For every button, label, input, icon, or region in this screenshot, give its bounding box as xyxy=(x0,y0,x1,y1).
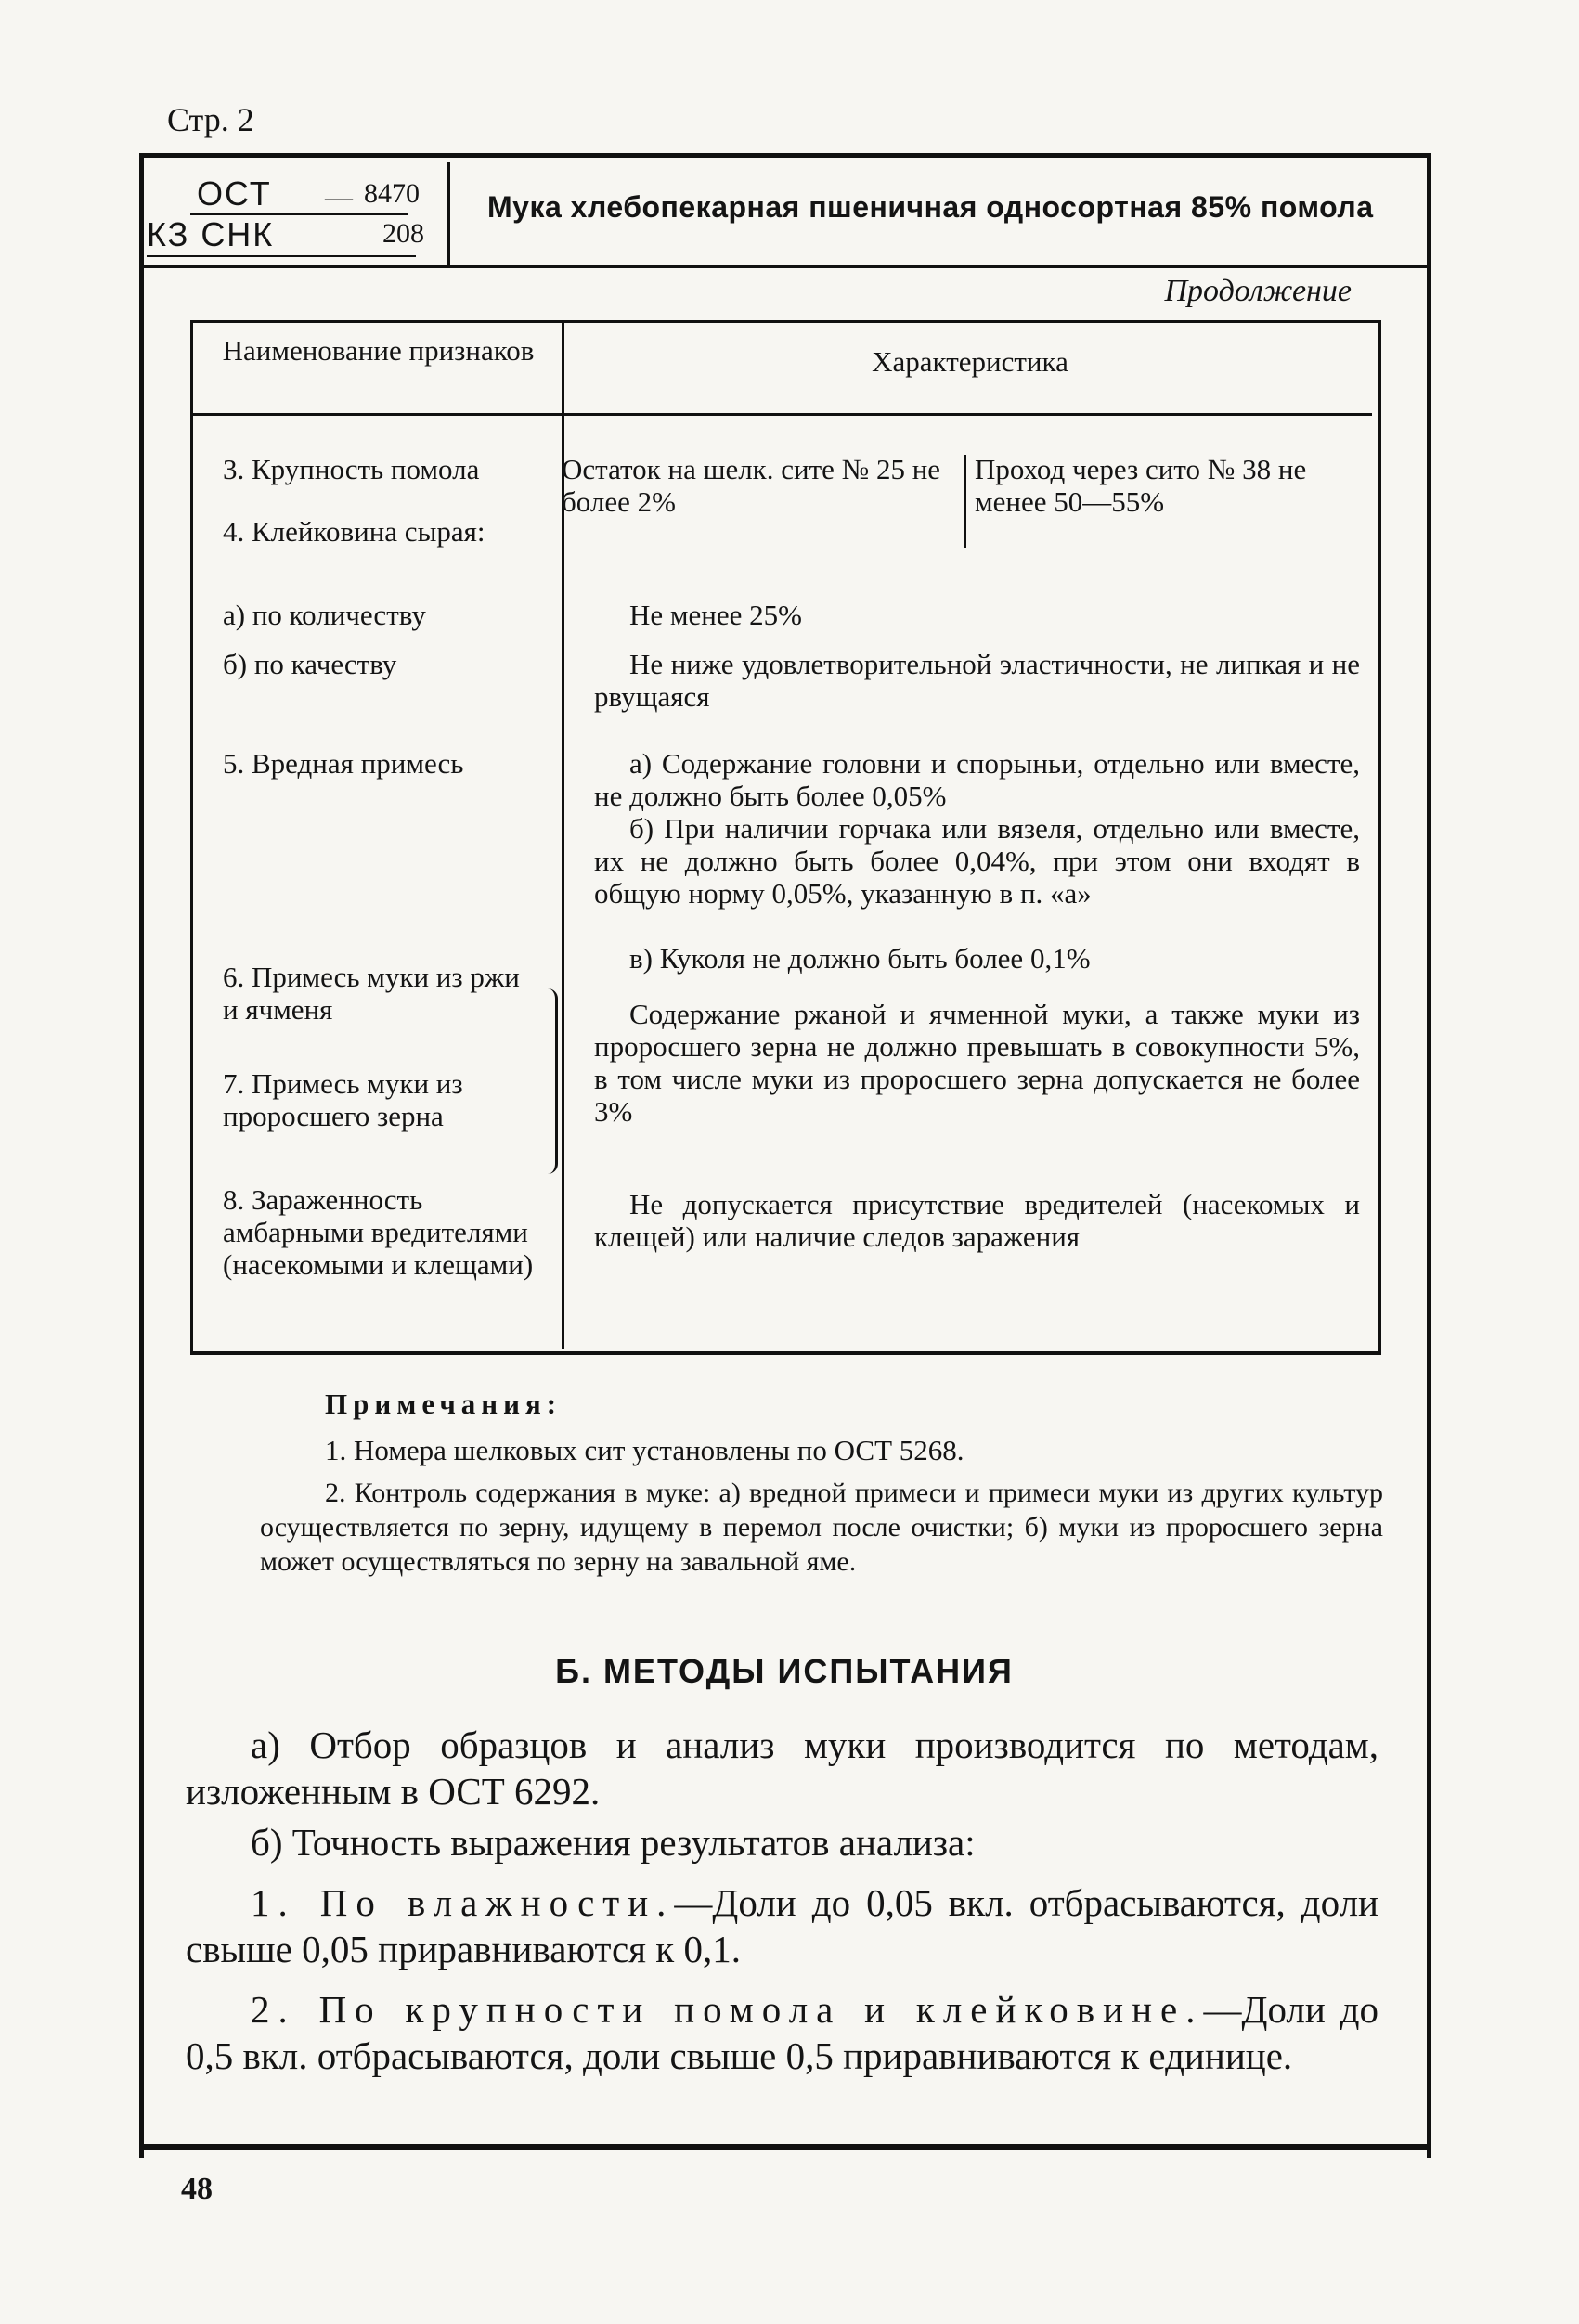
note-1: 1. Номера шелковых сит установлены по ОСТ 5268. xyxy=(325,1434,964,1466)
method-paragraph-1 xyxy=(186,1879,1378,1972)
method-paragraph-2 xyxy=(186,1986,1378,2079)
notes-title: Примечания: xyxy=(325,1388,563,1420)
row-name-harmful: 5. Вредная примесь xyxy=(223,747,464,780)
row-name-sprouted: 7. Примесь муки из проросшего зерна xyxy=(223,1067,463,1132)
header-underline xyxy=(147,255,416,257)
row-name-pests: 8. Зараженность амбарными вредителями (насекомыми и клещами) xyxy=(223,1183,534,1281)
row-name-gluten-quality: б) по качеству xyxy=(223,648,397,680)
method-1-text: —Доли до 0,05 вкл. отбрасываются, доли свыше 0,05 приравниваются к 0,1. xyxy=(186,1881,1378,1970)
row-brace xyxy=(548,988,558,1174)
method-paragraph-b: б) Точность выражения результатов анализа: xyxy=(251,1821,976,1864)
grind-residue: Остаток на шелк. сите № 25 не более 2% xyxy=(562,453,941,518)
header-rule xyxy=(139,265,1427,268)
table-header-characteristic: Характеристика xyxy=(872,345,1068,378)
header-ost: ОСТ xyxy=(197,174,272,213)
row-name-rye: 6. Примесь муки из ржи и ячменя xyxy=(223,961,520,1026)
table-header-name: Наименование признаков xyxy=(222,334,535,367)
value-pests: Не допускается присутствие вредителей (насекомых и клещей) или наличие следов заражения xyxy=(594,1188,1360,1253)
row-name-gluten: 4. Клейковина сырая: xyxy=(223,515,485,548)
section-title: Б. МЕТОДЫ ИСПЫТАНИЯ xyxy=(555,1652,1014,1690)
method-2-heading: 2. По крупности помола и клейковине. xyxy=(251,1988,1204,2031)
header-divider xyxy=(447,162,450,266)
value-harmful-b: б) При наличии горчака или вязеля, отдельно или вместе, их не должно быть более 0,04%, при этом они входят в общую норму 0,05%, указанную в п. «а» xyxy=(594,812,1360,910)
header-ksnk-number: 208 xyxy=(382,218,424,249)
value-harmful-c: в) Куколя не должно быть более 0,1% xyxy=(629,942,1091,975)
page-label: Стр. 2 xyxy=(167,101,254,138)
frame-bottom-rule xyxy=(139,2144,1431,2150)
header-title: Мука хлебопекарная пшеничная односортная 85% помола xyxy=(487,190,1374,224)
row-name-grind: 3. Крупность помола xyxy=(223,453,480,485)
method-paragraph-a: а) Отбор образцов и анализ муки производится по методам, изложенным в ОСТ 6292. xyxy=(186,1724,1378,1813)
value-harmful-a: а) Содержание головни и спорыньи, отдельно или вместе, не должно быть более 0,05% xyxy=(594,747,1360,812)
grind-pass: Проход через сито № 38 не менее 50—55% xyxy=(975,453,1307,518)
method-2-text: —Доли до 0,5 вкл. отбрасываются, доли свыше 0,5 приравниваются к единице. xyxy=(186,1988,1378,2077)
header-ost-number: 8470 xyxy=(364,178,420,209)
page-number: 48 xyxy=(181,2172,213,2206)
table-header-rule xyxy=(193,413,1372,416)
value-admixture: Содержание ржаной и ячменной муки, а также муки из проросшего зерна не должно превышать в совокупности 5%, в том числе муки из проросшего зерна допускается не более 3% xyxy=(594,998,1360,1128)
value-gluten-qty: Не менее 25% xyxy=(629,599,802,631)
continued-label: Продолжение xyxy=(1164,274,1352,308)
header-dash: — xyxy=(325,182,353,213)
note-2: 2. Контроль содержания в муке: а) вредной примеси и примеси муки из других культур осуществляется по зерну, идущему в перемол после очистки; б) муки из проросшего зерна может осуществляться по зерну на завальной яме. xyxy=(260,1478,1383,1577)
method-1-heading: 1. По влажности. xyxy=(251,1881,675,1924)
value-gluten-quality: Не ниже удовлетворительной эластичности, не липкая и не рвущаяся xyxy=(594,648,1360,713)
header-ksnk: КЗ СНК xyxy=(147,215,275,253)
row-name-gluten-qty: а) по количеству xyxy=(223,599,426,631)
